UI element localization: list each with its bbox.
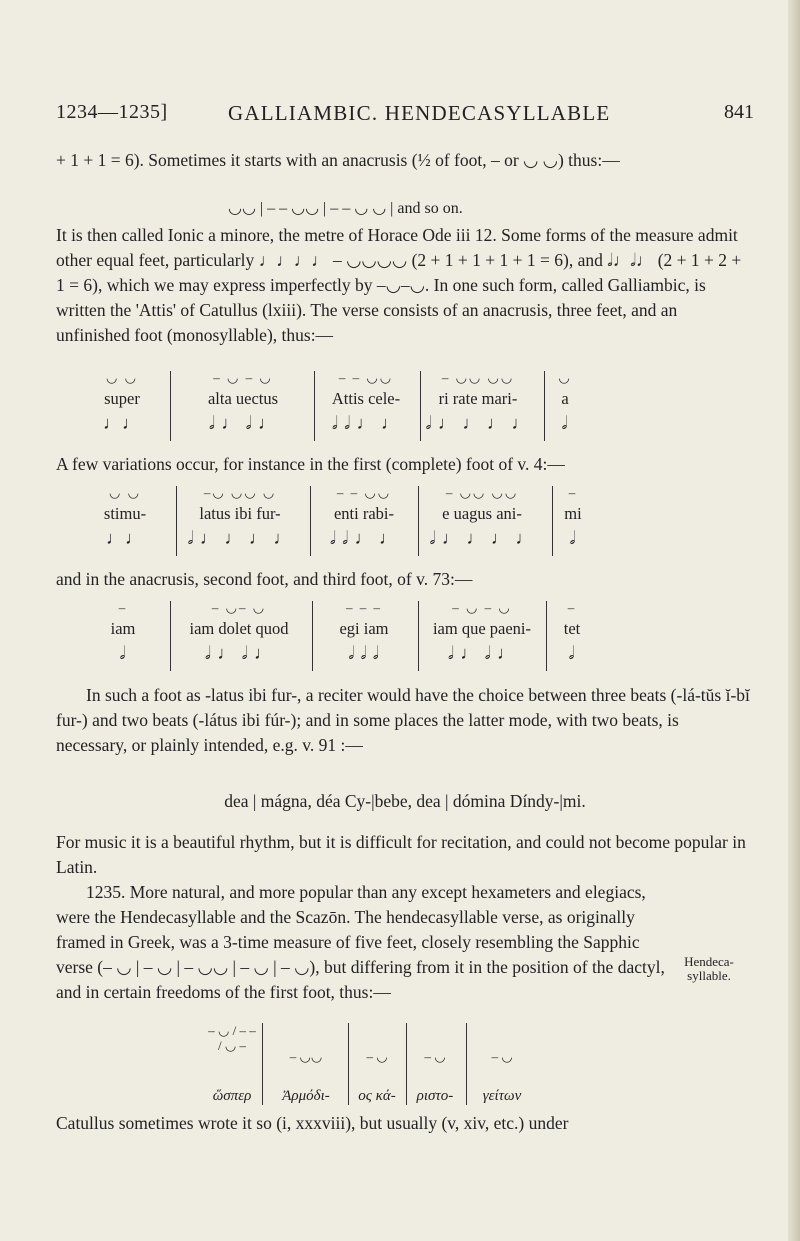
meter-marks: ◡ ◡	[109, 485, 141, 500]
verse-words: mi	[564, 504, 582, 523]
table-cell	[552, 601, 592, 671]
note-values: 𝅗𝅥 ♩ 𝅗𝅥 ♩	[205, 643, 273, 663]
note-values: 𝅗𝅥 ♩ 𝅗𝅥 ♩	[448, 643, 516, 663]
meter-marks: – ◡ / – – / ◡ –	[208, 1023, 256, 1053]
table-cell	[470, 1023, 534, 1105]
header-page-number: 841	[724, 101, 754, 123]
foot-divider	[552, 486, 553, 556]
foot-divider	[312, 601, 313, 671]
foot-divider	[262, 1023, 263, 1105]
paragraph-catullus: Catullus sometimes wrote it so (i, xxxviii), but usually (v, xiv, etc.) under	[56, 1113, 569, 1133]
note-values: 𝅗𝅥 ♩ ♩ ♩ ♩	[187, 528, 293, 548]
note-values: 𝅗𝅥	[119, 643, 127, 663]
running-header	[56, 101, 754, 127]
note-values: ♩♩	[106, 528, 144, 548]
table-cell	[314, 486, 414, 556]
meter-marks: – ◡	[366, 1049, 388, 1064]
verse-words: tet	[563, 619, 581, 638]
meter-marks: – ◡◡	[289, 1049, 323, 1064]
meter-marks: – ◡ – ◡	[213, 370, 273, 385]
paragraph-reciter: In such a foot as -latus ibi fur-, a reciter would have the choice between three beats (-lá-tŭs ĭ-bĭ fur-) and two beats (-látus ibi fúr-); and in some places the latter mode, with two beats, is necessary, or plainly intended, e.g. v. 91 :—	[56, 685, 750, 755]
note-values: 𝅗𝅥 𝅗𝅥 ♩ ♩	[330, 528, 398, 548]
table-cell	[100, 486, 150, 556]
paragraph-music: For music it is a beautiful rhythm, but it is difficult for recitation, and could not become popular in Latin.	[56, 832, 746, 877]
table-cell	[266, 1023, 346, 1105]
meter-marks: –	[567, 600, 577, 615]
table-cell	[422, 486, 542, 556]
table-cell	[178, 371, 308, 441]
foot-divider	[466, 1023, 467, 1105]
meter-marks: – ◡◡ ◡◡	[441, 370, 515, 385]
paragraph-hendecasyllable: 1235. More natural, and more popular than any except hexameters and elegiacs, were the Hendecasyllable and the Scazōn. The hendecasyllable verse, as originally framed in Greek, was a 3-time measure of five feet, closely resembling the Sapphic verse (– ◡ | – ◡ | – ◡◡ | – ◡ | – ◡), but differing from it in the position of the dactyl, and in certain freedoms of the first foot, thus:—	[56, 882, 665, 1002]
foot-divider	[418, 601, 419, 671]
verse-words: enti rabi-	[333, 504, 394, 523]
meter-marks: – – ◡◡	[338, 370, 394, 385]
table-cell	[316, 601, 412, 671]
table-cell	[550, 371, 580, 441]
foot-divider	[314, 371, 315, 441]
note-values: 𝅗𝅥 ♩ ♩ ♩ ♩	[425, 413, 531, 433]
ionic-scheme: ◡◡ | – – ◡◡ | – – ◡ ◡ | and so on.	[228, 200, 463, 217]
meter-marks: – – ◡◡	[336, 485, 392, 500]
verse-words: γείτων	[482, 1088, 522, 1104]
note-values: 𝅗𝅥 ♩ 𝅗𝅥 ♩	[209, 413, 277, 433]
verse-words: iam	[110, 619, 136, 638]
table-cell	[410, 1023, 460, 1105]
verse-words: Ἀρμόδι-	[282, 1088, 330, 1104]
verse-words: a	[561, 389, 569, 408]
foot-divider	[176, 486, 177, 556]
verse-words: latus ibi fur-	[199, 504, 281, 523]
verse-words: iam que paeni-	[432, 619, 532, 638]
table-cell	[558, 486, 588, 556]
verse-words: egi iam	[339, 619, 389, 638]
page-edge	[788, 0, 800, 1241]
galliambic-table	[100, 371, 620, 441]
paragraph-ionic: It is then called Ionic a minore, the metre of Horace Ode iii 12. Some forms of the measure admit other equal feet, particularly ♩♩♩♩ – ◡◡◡◡ (2 + 1 + 1 + 1 + 1 = 6), and 𝅗𝅥♩𝅗𝅥♩ (2 + 1 + 2 + 1 = 6), which we may express imperfectly by –◡–◡. In one such form, called Galliambic, is written the 'Attis' of Catullus (lxiii). The verse consists of an anacrusis, three feet, and an unfinished foot (monosyllable), thus:—	[56, 225, 742, 345]
scansion-line: dea | mágna, déa Cy-|bebe, dea | dómina Díndy-|mi.	[224, 791, 586, 811]
foot-divider	[310, 486, 311, 556]
meter-marks: ◡ ◡	[106, 370, 138, 385]
table-cell	[318, 371, 414, 441]
meter-marks: ◡	[558, 370, 572, 385]
variation-table	[100, 486, 620, 556]
verse-words: ὥσπερ	[212, 1088, 252, 1104]
note-values: 𝅗𝅥	[568, 643, 576, 663]
paragraph-anacrusis-variation: and in the anacrusis, second foot, and third foot, of v. 73:—	[56, 569, 473, 589]
note-values: 𝅗𝅥	[561, 413, 569, 433]
meter-marks: – ◡	[424, 1049, 446, 1064]
meter-marks: – ◡ – ◡	[452, 600, 512, 615]
verse-words: iam dolet quod	[189, 619, 289, 638]
verse-73-table	[100, 601, 620, 671]
meter-marks: –◡ ◡◡ ◡	[203, 485, 277, 500]
meter-marks: –	[118, 600, 128, 615]
note-values: 𝅗𝅥 𝅗𝅥 ♩ ♩	[332, 413, 400, 433]
verse-words: Attis cele-	[331, 389, 401, 408]
foot-divider	[418, 486, 419, 556]
table-cell	[100, 371, 144, 441]
meter-marks: – – –	[346, 600, 382, 615]
meter-marks: –	[568, 485, 578, 500]
foot-divider	[546, 601, 547, 671]
header-section-range: 1234—1235]	[56, 101, 168, 123]
header-title: GALLIAMBIC. HENDECASYLLABLE	[228, 101, 611, 125]
greek-hendecasyllable-table	[208, 1023, 608, 1105]
verse-words: alta uectus	[207, 389, 279, 408]
verse-words: ri rate mari-	[438, 389, 518, 408]
foot-divider	[544, 371, 545, 441]
meter-marks: – ◡◡ ◡◡	[445, 485, 519, 500]
foot-divider	[406, 1023, 407, 1105]
verse-words: e uagus ani-	[442, 504, 522, 523]
table-cell	[424, 371, 532, 441]
paragraph-anacrusis: + 1 + 1 = 6). Sometimes it starts with an anacrusis (½ of foot, – or ◡ ◡) thus:—	[56, 150, 620, 170]
verse-words: ος κά-	[358, 1088, 396, 1104]
margin-note: Hendeca-syllable.	[684, 954, 734, 983]
note-values: ♩♩	[103, 413, 141, 433]
table-cell	[100, 601, 146, 671]
meter-marks: – ◡	[491, 1049, 513, 1064]
note-values: 𝅗𝅥	[569, 528, 577, 548]
foot-divider	[170, 371, 171, 441]
verse-words: super	[104, 389, 140, 408]
paragraph-variations: A few variations occur, for instance in the first (complete) foot of v. 4:—	[56, 454, 565, 474]
foot-divider	[348, 1023, 349, 1105]
meter-marks: – ◡– ◡	[211, 600, 267, 615]
table-cell	[174, 601, 304, 671]
table-cell	[180, 486, 300, 556]
foot-divider	[420, 371, 421, 441]
note-values: 𝅗𝅥 ♩ ♩ ♩ ♩	[429, 528, 535, 548]
foot-divider	[170, 601, 171, 671]
table-cell	[352, 1023, 402, 1105]
verse-words: stimu-	[103, 504, 147, 523]
verse-words: ριστο-	[416, 1088, 454, 1104]
table-cell	[208, 1023, 256, 1105]
table-cell	[420, 601, 544, 671]
note-values: 𝅗𝅥 𝅗𝅥 𝅗𝅥	[348, 643, 380, 663]
